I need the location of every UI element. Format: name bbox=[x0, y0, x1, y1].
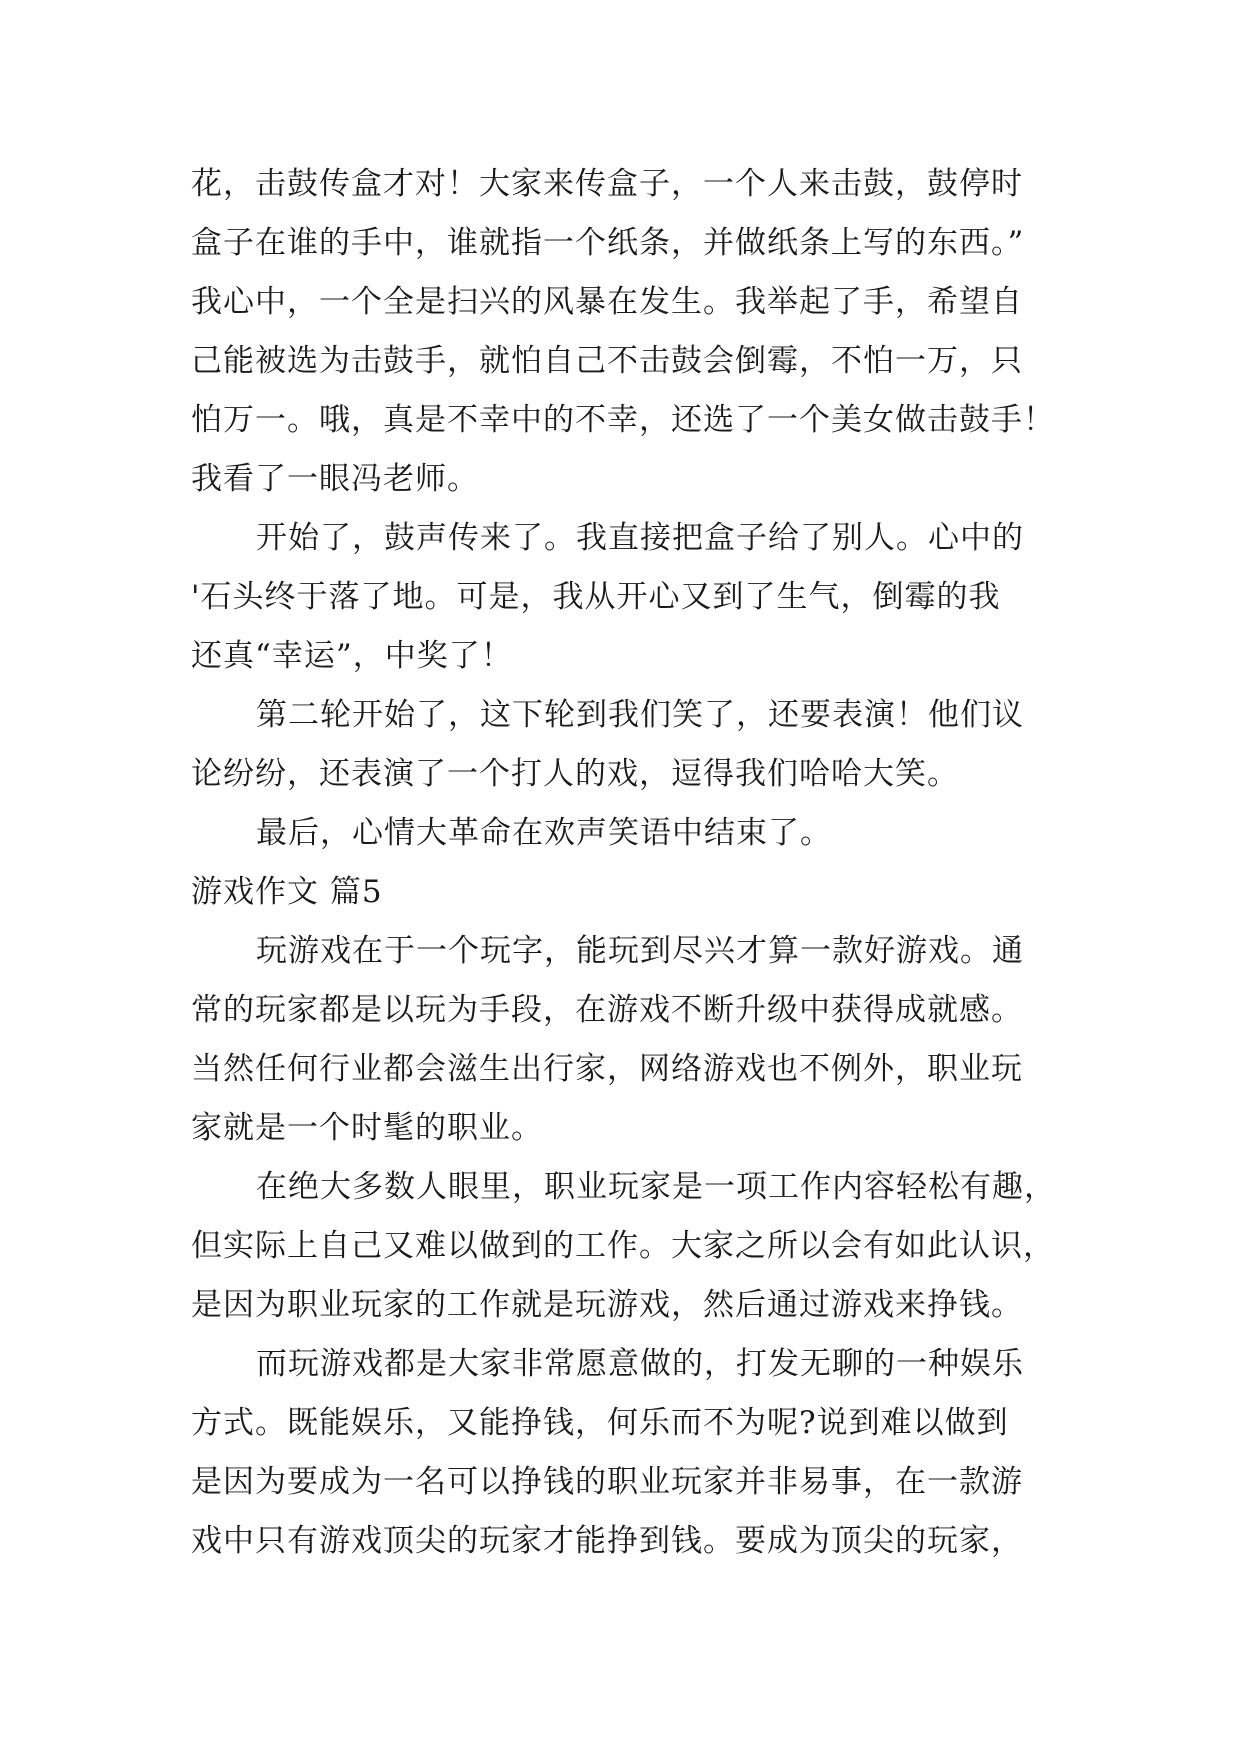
text-line: 我看了一眼冯老师。 bbox=[191, 461, 479, 497]
text-line: 而玩游戏都是大家非常愿意做的，打发无聊的一种娱乐 bbox=[256, 1346, 1024, 1382]
text-line: 开始了，鼓声传来了。我直接把盒子给了别人。心中的 bbox=[256, 520, 1024, 556]
text-line: 我心中，一个全是扫兴的风暴在发生。我举起了手，希望自 bbox=[191, 284, 1023, 320]
text-line: 是因为职业玩家的工作就是玩游戏，然后通过游戏来挣钱。 bbox=[191, 1287, 1023, 1323]
text-line: 当然任何行业都会滋生出行家，网络游戏也不例外，职业玩 bbox=[191, 1051, 1023, 1087]
text-line: 花，击鼓传盒才对！大家来传盒子，一个人来击鼓，鼓停时 bbox=[191, 166, 1023, 202]
text-line: 家就是一个时髦的职业。 bbox=[191, 1110, 543, 1146]
text-line: 方式。既能娱乐，又能挣钱，何乐而不为呢?说到难以做到 bbox=[191, 1405, 1009, 1441]
text-line: 是因为要成为一名可以挣钱的职业玩家并非易事，在一款游 bbox=[191, 1464, 1023, 1500]
section-heading: 游戏作文 篇5 bbox=[191, 874, 383, 910]
text-line: 第二轮开始了，这下轮到我们笑了，还要表演！他们议 bbox=[256, 697, 1024, 733]
text-line: 怕万一。哦，真是不幸中的不幸，还选了一个美女做击鼓手！ bbox=[191, 402, 1055, 438]
text-line: 最后，心情大革命在欢声笑语中结束了。 bbox=[256, 815, 832, 851]
text-line: '石头终于落了地。可是，我从开心又到了生气，倒霉的我 bbox=[191, 579, 1001, 615]
text-line: 盒子在谁的手中，谁就指一个纸条，并做纸条上写的东西。” bbox=[191, 225, 1025, 261]
text-line: 玩游戏在于一个玩字，能玩到尽兴才算一款好游戏。通 bbox=[256, 933, 1024, 969]
essay-text bbox=[191, 155, 1071, 1571]
text-line: 但实际上自己又难以做到的工作。大家之所以会有如此认识， bbox=[191, 1228, 1055, 1264]
text-line: 论纷纷，还表演了一个打人的戏，逗得我们哈哈大笑。 bbox=[191, 756, 959, 792]
text-line: 还真“幸运”，中奖了！ bbox=[191, 638, 513, 674]
text-line: 常的玩家都是以玩为手段，在游戏不断升级中获得成就感。 bbox=[191, 992, 1023, 1028]
text-line: 在绝大多数人眼里，职业玩家是一项工作内容轻松有趣， bbox=[256, 1169, 1056, 1205]
text-line: 己能被选为击鼓手，就怕自己不击鼓会倒霉，不怕一万，只 bbox=[191, 343, 1023, 379]
text-line: 戏中只有游戏顶尖的玩家才能挣到钱。要成为顶尖的玩家， bbox=[191, 1523, 1023, 1559]
